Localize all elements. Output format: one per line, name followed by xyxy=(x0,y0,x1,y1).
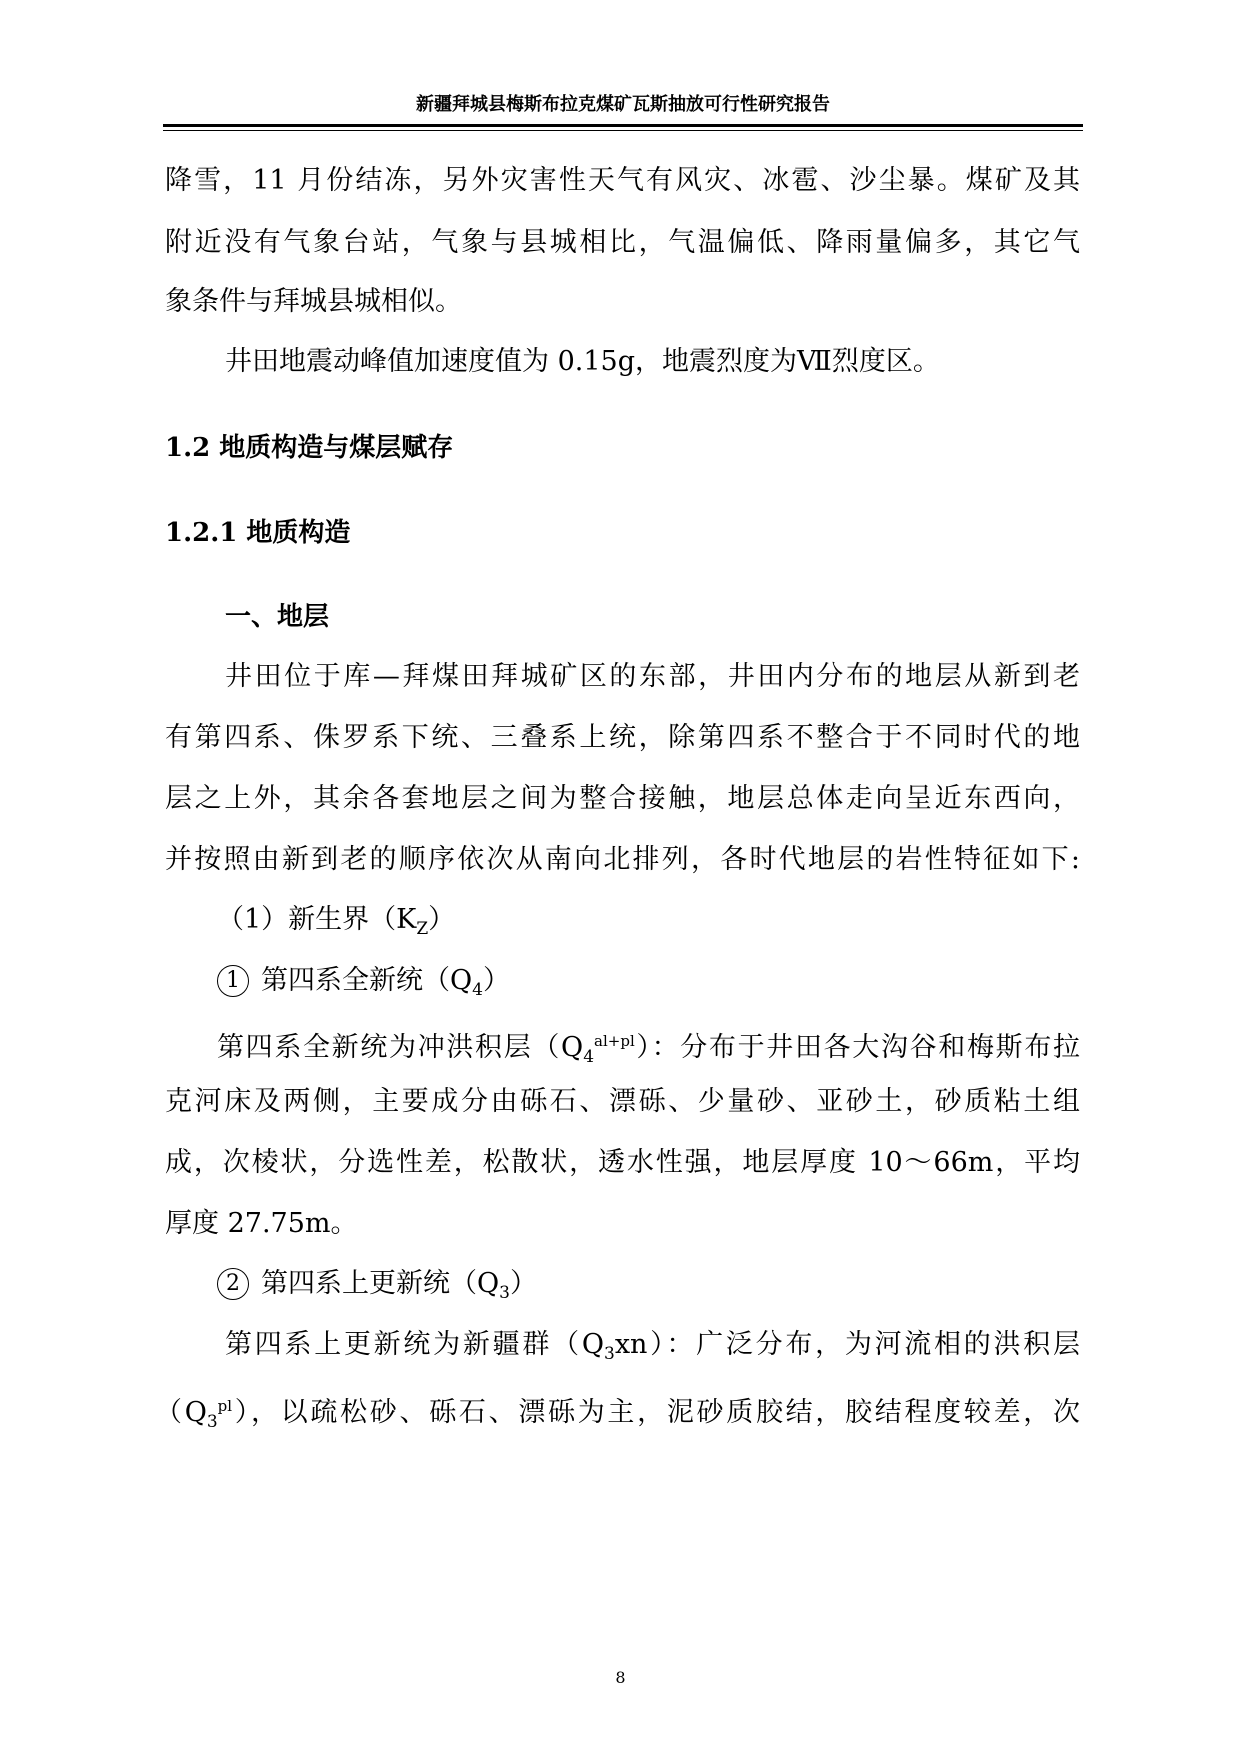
running-header: 新疆拜城县梅斯布拉克煤矿瓦斯抽放可行性研究报告 xyxy=(416,94,830,115)
text-run: 第四系全新统为冲洪积层（Q xyxy=(217,1032,584,1063)
subsection-heading: 1.2.1 地质构造 xyxy=(165,518,351,548)
stratum-subheading xyxy=(217,1264,537,1313)
stratum-subscript: 4 xyxy=(472,980,483,1000)
paragraph-line: 降雪，11 月份结冻，另外灾害性天气有风灾、冰雹、沙尘暴。煤矿及其 xyxy=(165,165,1080,196)
stratum-heading xyxy=(217,900,455,949)
stratum-label: （1）新生界（K xyxy=(217,904,417,935)
subscript: 4 xyxy=(583,1047,595,1067)
circled-number: 1 xyxy=(217,965,249,997)
stratum-label: 第四系上更新统（Q xyxy=(261,1268,500,1299)
subscript: 3 xyxy=(206,1412,218,1432)
section-heading: 1.2 地质构造与煤层赋存 xyxy=(165,433,454,463)
stratum-subheading xyxy=(217,961,510,1010)
stratum-label: 第四系全新统（Q xyxy=(261,965,473,996)
stratum-close: ） xyxy=(482,965,510,996)
stratum-close: ） xyxy=(428,904,456,935)
paragraph-line: 层之上外，其余各套地层之间为整合接触，地层总体走向呈近东西向， xyxy=(165,783,1080,814)
page-number: 8 xyxy=(615,1668,626,1687)
paragraph-line: 并按照由新到老的顺序依次从南向北排列，各时代地层的岩性特征如下: xyxy=(165,844,1080,875)
text-run: 第四系上更新统为新疆群（Q xyxy=(225,1329,604,1360)
paragraph-line: 井田地震动峰值加速度值为 0.15g，地震烈度为Ⅶ烈度区。 xyxy=(225,346,940,377)
text-run: xn）：广泛分布，为河流相的洪积层 xyxy=(614,1329,1080,1360)
text-run: （Q xyxy=(155,1397,207,1428)
text-run: ），以疏松砂、砾石、漂砾为主，泥砂质胶结，胶结程度较差，次 xyxy=(232,1397,1080,1428)
superscript: pl xyxy=(217,1397,233,1415)
paragraph-line: 附近没有气象台站，气象与县城相比，气温偏低、降雨量偏多，其它气 xyxy=(165,227,1080,258)
paragraph-line: 厚度 27.75m。 xyxy=(165,1208,358,1239)
header-rule-thin xyxy=(163,130,1083,131)
text-run: ）：分布于井田各大沟谷和梅斯布拉 xyxy=(634,1032,1080,1063)
paragraph-line xyxy=(225,1325,1080,1374)
paragraph-line: 有第四系、侏罗系下统、三叠系上统，除第四系不整合于不同时代的地 xyxy=(165,722,1080,753)
item-heading: 一、地层 xyxy=(225,602,330,632)
superscript: al+pl xyxy=(594,1032,635,1050)
subscript: 3 xyxy=(603,1344,615,1364)
stratum-subscript: Z xyxy=(416,919,429,939)
paragraph-line: 井田位于库—拜煤田拜城矿区的东部，井田内分布的地层从新到老 xyxy=(225,661,1080,692)
circled-number: 2 xyxy=(217,1268,249,1300)
stratum-close: ） xyxy=(509,1268,537,1299)
paragraph-line: 克河床及两侧，主要成分由砾石、漂砾、少量砂、亚砂土，砂质粘土组 xyxy=(165,1086,1080,1117)
header-rule-thick xyxy=(163,124,1083,127)
paragraph-line xyxy=(217,1021,1080,1077)
stratum-subscript: 3 xyxy=(499,1283,510,1303)
paragraph-line xyxy=(155,1386,1080,1442)
paragraph-line: 成，次棱状，分选性差，松散状，透水性强，地层厚度 10～66m，平均 xyxy=(165,1147,1080,1178)
paragraph-line: 象条件与拜城县城相似。 xyxy=(165,286,462,317)
